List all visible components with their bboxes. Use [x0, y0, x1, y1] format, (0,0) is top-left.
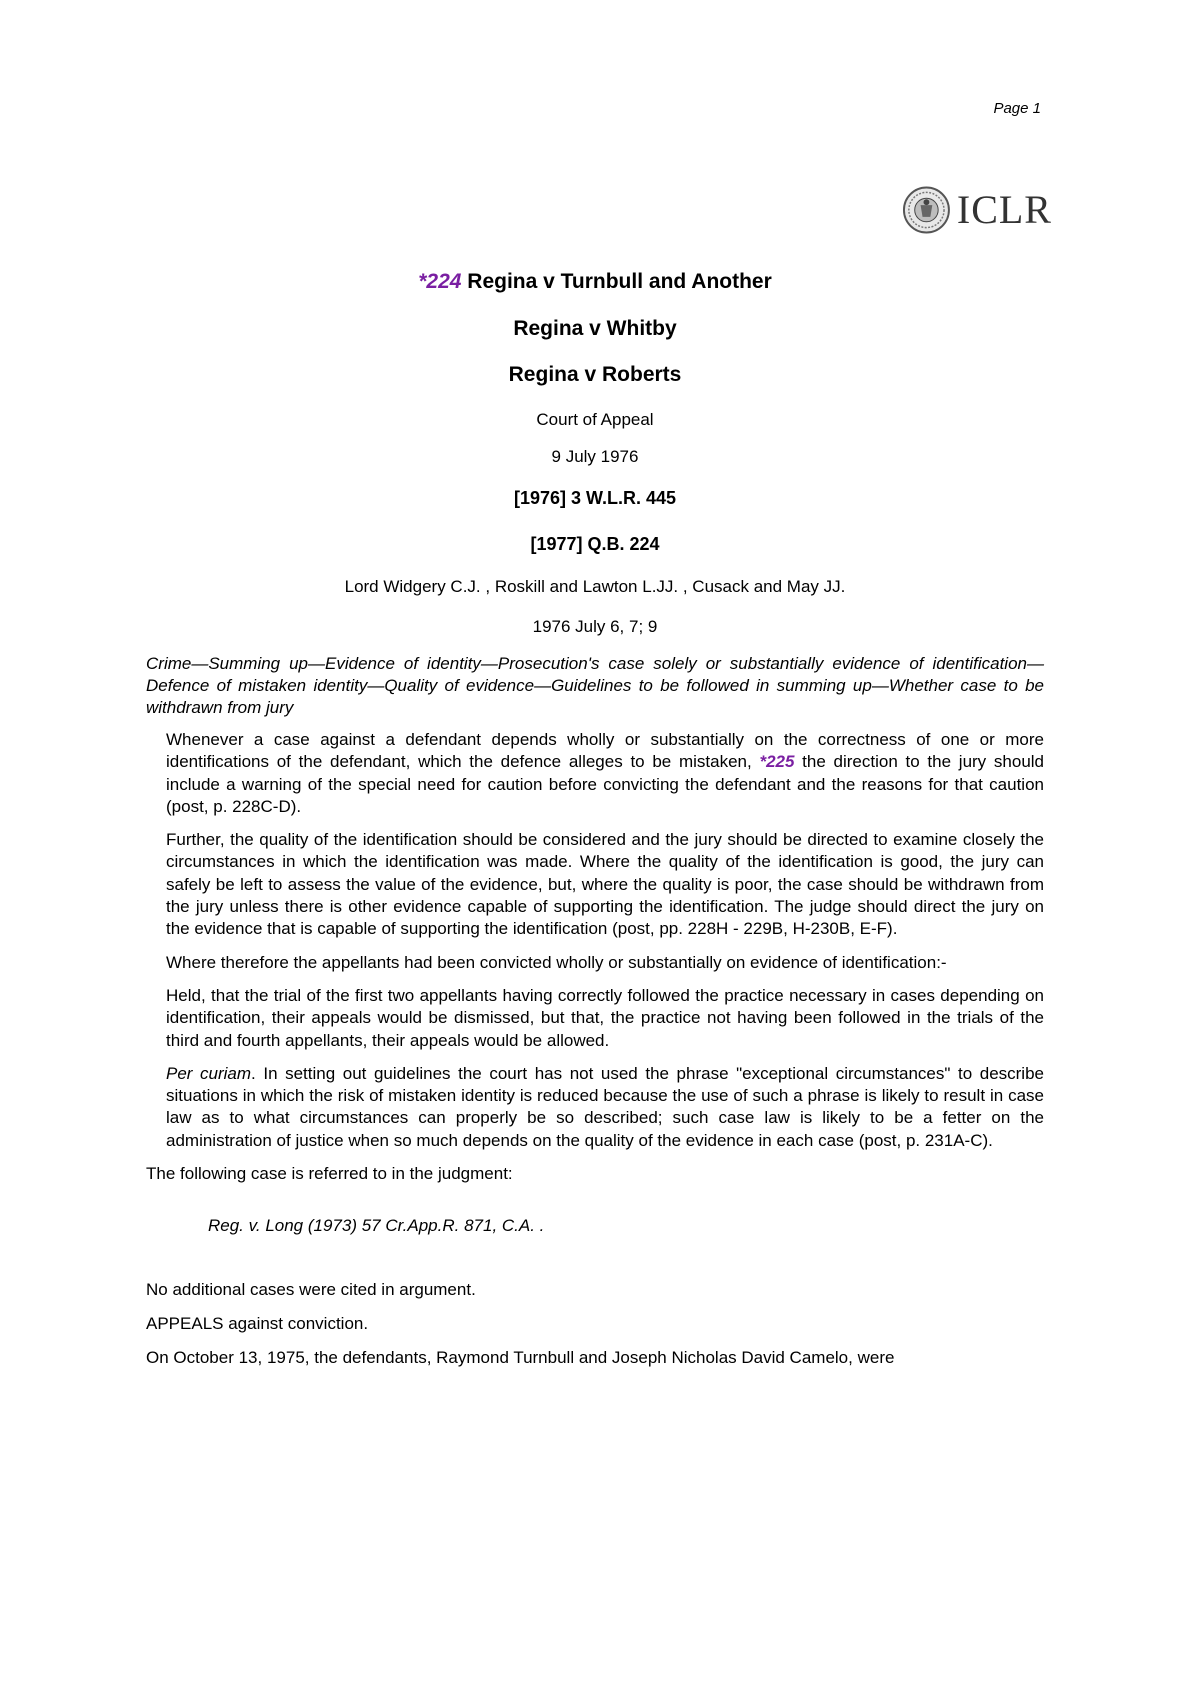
headnote-paragraph-3: Where therefore the appellants had been convicted wholly or substantially on evidence of identification:-	[166, 952, 947, 972]
iclr-logo	[902, 183, 1052, 237]
catchwords: Crime—Summing up—Evidence of identity—Prosecution's case solely or substantially evidence of identification—Defence of mistaken identity—Quality of evidence—Guidelines to be followed in summing up—Whether case to be withdrawn from jury	[146, 654, 1044, 717]
title-block	[146, 262, 1044, 645]
headnote-paragraph-4: Held, that the trial of the first two appellants having correctly followed the practice necessary in cases depending on identification, their appeals would be dismissed, but that, the practice not having been followed in the trials of the third and fourth appellants, their appeals would be allowed.	[166, 985, 1044, 1050]
citation-wlr: [1976] 3 W.L.R. 445	[513, 488, 677, 508]
court-name: Court of Appeal	[536, 410, 654, 429]
headnote-p1-text: Whenever a case against a defendant depends wholly or substantially on the correctness of one or more identifications of the defendant, which the defence alleges to be mistaken,	[166, 730, 1044, 772]
judgment-opening: On October 13, 1975, the defendants, Raymond Turnbull and Joseph Nicholas David Camelo, were	[146, 1348, 895, 1368]
headnote-paragraph-5	[166, 1063, 1044, 1152]
case-title-2: Regina v Whitby	[513, 317, 677, 340]
headnote-paragraph-1	[166, 729, 1044, 818]
judgment-date: 9 July 1976	[551, 447, 639, 466]
document-content	[146, 262, 1044, 1381]
hearing-dates: 1976 July 6, 7; 9	[532, 617, 658, 636]
headnote-p1-continued: the direction to the jury should include a warning of the special need for caution before convicting the defendant and the reasons for that caution (post, p. 228C-D).	[166, 752, 1045, 816]
judges: Lord Widgery C.J. , Roskill and Lawton L.JJ. , Cusack and May JJ.	[344, 577, 846, 596]
star-page-ref-225[interactable]: *225	[759, 752, 795, 772]
page-number: Page 1	[993, 100, 1041, 117]
case-title-1	[146, 262, 1044, 302]
star-page-ref-224[interactable]: *224	[418, 270, 462, 293]
no-additional-cases: No additional cases were cited in argument.	[146, 1280, 476, 1300]
headnote	[146, 729, 1044, 1152]
logo-text: ICLR	[956, 187, 1052, 232]
headnote-p5-text: . In setting out guidelines the court has not used the phrase "exceptional circumstances" to describe situations in which the risk of mistaken identity is reduced because the use of such a phrase is likely to result in case law as to what circumstances can properly be so described; such case law is likely to be a fetter on the administration of justice when so much depends on the quality of the evidence in each case (post, p. 231A-C).	[166, 1063, 1044, 1150]
headnote-paragraph-2: Further, the quality of the identification should be considered and the jury should be directed to examine closely the circumstances in which the identification was made. Where the quality of the identification is good, the jury can safely be left to assess the value of the evidence, but, where the quality is poor, the case should be withdrawn from the jury unless there is other evidence capable of supporting the identification. The judge should direct the jury on the evidence that is capable of supporting the identification (post, pp. 228H - 229B, H-230B, E-F).	[166, 830, 1044, 939]
case-reference[interactable]: Reg. v. Long (1973) 57 Cr.App.R. 871, C.A. .	[208, 1216, 545, 1236]
cases-referred-heading: The following case is referred to in the judgment:	[146, 1164, 513, 1184]
case-title-1-text: Regina v Turnbull and Another	[461, 270, 772, 293]
per-curiam: Per curiam	[166, 1063, 252, 1083]
iclr-seal-icon	[902, 185, 951, 235]
citation-qb: [1977] Q.B. 224	[530, 534, 660, 554]
appeals-heading: APPEALS against conviction.	[146, 1314, 369, 1334]
case-title-3: Regina v Roberts	[508, 363, 682, 386]
